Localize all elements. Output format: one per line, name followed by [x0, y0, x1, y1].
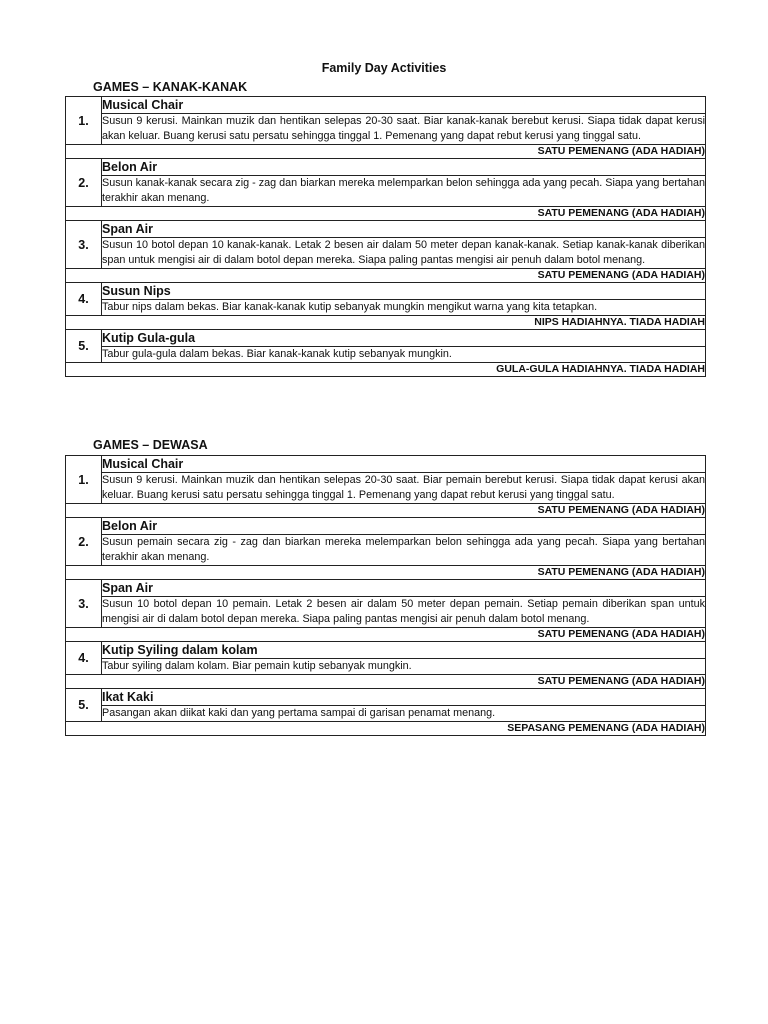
game-number: 5. — [66, 330, 102, 363]
game-row-description — [66, 347, 706, 363]
game-prize: SATU PEMENANG (ADA HADIAH) — [66, 207, 706, 221]
game-row-description — [66, 176, 706, 207]
game-name: Span Air — [102, 580, 706, 597]
game-number: 5. — [66, 689, 102, 722]
game-number: 1. — [66, 97, 102, 145]
game-name: Susun Nips — [102, 283, 706, 300]
game-row-name — [66, 580, 706, 597]
game-row-prize — [66, 675, 706, 689]
game-row-prize — [66, 145, 706, 159]
game-row-description — [66, 597, 706, 628]
game-name: Musical Chair — [102, 97, 706, 114]
game-number: 3. — [66, 221, 102, 269]
game-row-description — [66, 535, 706, 566]
game-row-name — [66, 97, 706, 114]
game-prize: SATU PEMENANG (ADA HADIAH) — [66, 269, 706, 283]
game-prize: SATU PEMENANG (ADA HADIAH) — [66, 145, 706, 159]
games-table-dewasa — [65, 455, 706, 736]
game-description: Susun kanak-kanak secara zig - zag dan biarkan mereka melemparkan belon sehingga ada yang pecah. Siapa yang bertahan terakhir akan menang. — [102, 176, 706, 207]
section-heading-kanak-kanak: GAMES – KANAK-KANAK — [93, 80, 248, 94]
game-row-prize — [66, 269, 706, 283]
game-row-prize — [66, 722, 706, 736]
game-row-prize — [66, 363, 706, 377]
game-name: Span Air — [102, 221, 706, 238]
game-row-name — [66, 283, 706, 300]
game-number: 2. — [66, 518, 102, 566]
game-row-name — [66, 221, 706, 238]
game-row-description — [66, 300, 706, 316]
game-number: 1. — [66, 456, 102, 504]
game-description: Susun 9 kerusi. Mainkan muzik dan hentikan selepas 20-30 saat. Biar kanak-kanak berebut kerusi. Siapa tidak dapat kerusi akan keluar. Buang kerusi satu persatu sehingga tinggal 1. Pemenang yang dapat rebut kerusi yang tinggal satu. — [102, 114, 706, 145]
game-row-name — [66, 689, 706, 706]
game-prize: SATU PEMENANG (ADA HADIAH) — [66, 628, 706, 642]
game-name: Musical Chair — [102, 456, 706, 473]
section-heading-dewasa: GAMES – DEWASA — [93, 438, 208, 452]
game-row-description — [66, 659, 706, 675]
game-row-description — [66, 114, 706, 145]
game-row-name — [66, 159, 706, 176]
game-number: 4. — [66, 283, 102, 316]
game-description: Susun pemain secara zig - zag dan biarkan mereka melemparkan belon sehingga ada yang pecah. Siapa yang bertahan terakhir akan menang. — [102, 535, 706, 566]
game-description: Pasangan akan diikat kaki dan yang pertama sampai di garisan penamat menang. — [102, 706, 706, 722]
game-prize: GULA-GULA HADIAHNYA. TIADA HADIAH — [66, 363, 706, 377]
game-row-prize — [66, 566, 706, 580]
game-row-prize — [66, 504, 706, 518]
game-name: Kutip Syiling dalam kolam — [102, 642, 706, 659]
game-row-prize — [66, 207, 706, 221]
game-prize: SATU PEMENANG (ADA HADIAH) — [66, 566, 706, 580]
game-prize: SEPASANG PEMENANG (ADA HADIAH) — [66, 722, 706, 736]
game-row-description — [66, 238, 706, 269]
game-row-description — [66, 473, 706, 504]
game-name: Belon Air — [102, 159, 706, 176]
game-name: Belon Air — [102, 518, 706, 535]
game-row-name — [66, 642, 706, 659]
game-description: Tabur gula-gula dalam bekas. Biar kanak-kanak kutip sebanyak mungkin. — [102, 347, 706, 363]
games-table-kanak-kanak — [65, 96, 706, 377]
game-prize: SATU PEMENANG (ADA HADIAH) — [66, 504, 706, 518]
game-number: 2. — [66, 159, 102, 207]
game-description: Susun 9 kerusi. Mainkan muzik dan hentikan selepas 20-30 saat. Biar pemain berebut kerusi. Siapa tidak dapat kerusi akan keluar. Buang kerusi satu persatu sehingga tinggal 1. Pemenang yang dapat rebut kerusi yang tinggal satu. — [102, 473, 706, 504]
game-row-name — [66, 330, 706, 347]
game-number: 4. — [66, 642, 102, 675]
game-description: Susun 10 botol depan 10 pemain. Letak 2 besen air dalam 50 meter depan pemain. Setiap pemain diberikan span untuk mengisi air di dalam botol depan mereka. Siapa paling pantas mengisi air penuh dalam botol menang. — [102, 597, 706, 628]
game-prize: NIPS HADIAHNYA. TIADA HADIAH — [66, 316, 706, 330]
game-name: Kutip Gula-gula — [102, 330, 706, 347]
game-row-description — [66, 706, 706, 722]
game-description: Susun 10 botol depan 10 kanak-kanak. Letak 2 besen air dalam 50 meter depan kanak-kanak. Setiap kanak-kanak diberikan span untuk mengisi air di dalam botol depan mereka. Siapa paling pantas mengisi air penuh dalam botol menang. — [102, 238, 706, 269]
game-description: Tabur syiling dalam kolam. Biar pemain kutip sebanyak mungkin. — [102, 659, 706, 675]
game-row-name — [66, 456, 706, 473]
game-name: Ikat Kaki — [102, 689, 706, 706]
game-number: 3. — [66, 580, 102, 628]
game-description: Tabur nips dalam bekas. Biar kanak-kanak kutip sebanyak mungkin mengikut warna yang kita tetapkan. — [102, 300, 706, 316]
game-row-prize — [66, 628, 706, 642]
game-row-name — [66, 518, 706, 535]
document-title: Family Day Activities — [321, 61, 447, 75]
game-row-prize — [66, 316, 706, 330]
game-prize: SATU PEMENANG (ADA HADIAH) — [66, 675, 706, 689]
